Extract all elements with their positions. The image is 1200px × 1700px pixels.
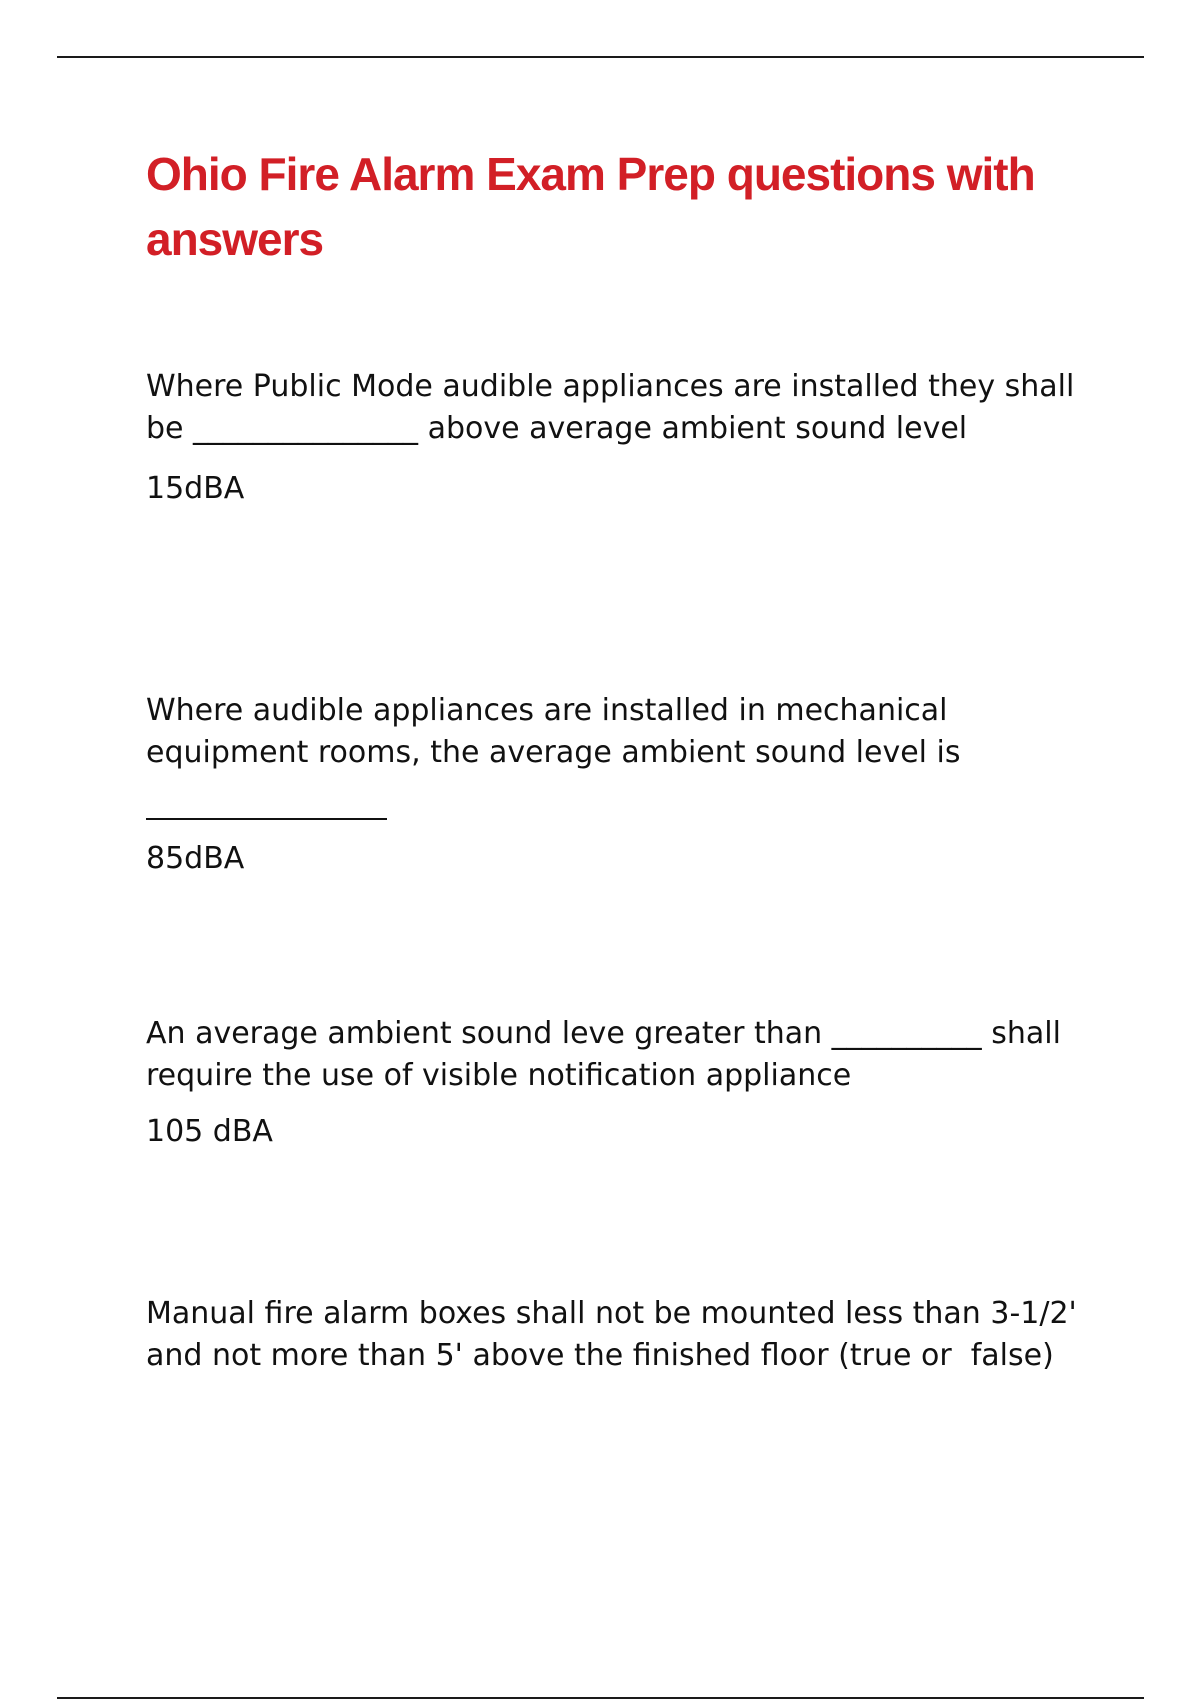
question-text: Where audible appliances are installed in mechanical equipment rooms, the average ambient sound level is — [146, 693, 961, 770]
bottom-divider — [57, 1697, 1144, 1699]
question-text: Manual fire alarm boxes shall not be mounted less than 3-1/2' and not more than 5' above the finished floor (true or false) — [146, 1296, 1087, 1373]
qa-item — [146, 1013, 1096, 1153]
qa-item — [146, 690, 1096, 880]
top-divider — [57, 56, 1144, 58]
question-text: Where Public Mode audible appliances are installed they shall be _______________ above average ambient sound level — [146, 369, 1084, 446]
question-text: An average ambient sound leve greater than __________ shall require the use of visible notification appliance — [146, 1016, 1071, 1093]
answer-text: 15dBA — [146, 471, 245, 506]
answer-text: 85dBA — [146, 841, 245, 876]
fill-in-blank-line — [146, 818, 387, 820]
qa-item — [146, 366, 1096, 510]
qa-item — [146, 1293, 1096, 1377]
document-title: Ohio Fire Alarm Exam Prep questions with answers — [146, 148, 1035, 265]
answer-text: 105 dBA — [146, 1114, 273, 1149]
